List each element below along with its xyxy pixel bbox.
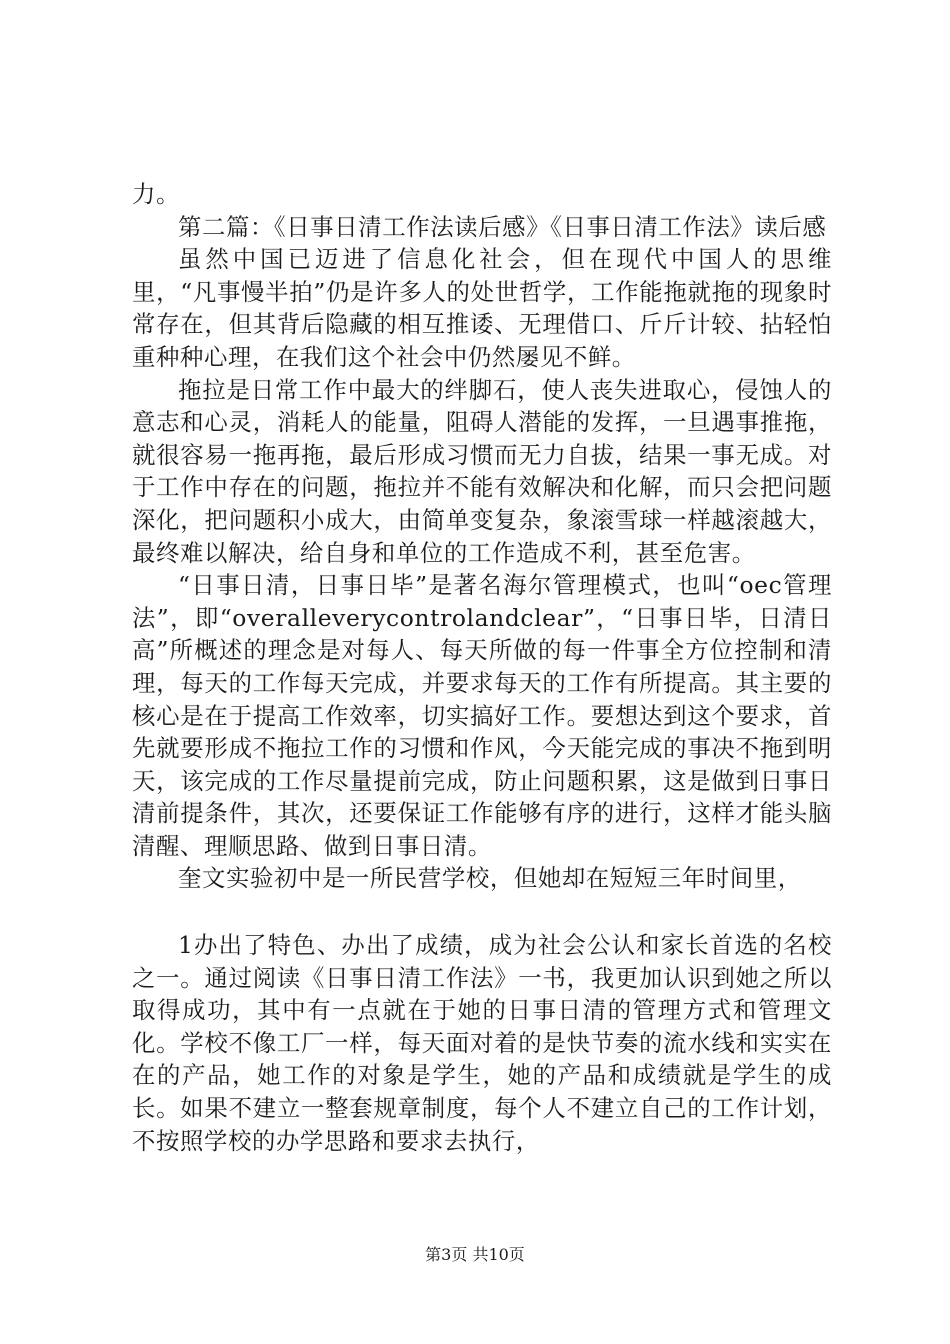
paragraph: 奎文实验初中是一所民营学校，但她却在短短三年时间里， [178,864,802,893]
paragraph: “日事日清，日事日毕”是著名海尔管理模式，也叫“oec管理法”，即“overalleverycontrolandclear”，“日事日毕，日清日高”所概述的理念是对每人、每天所做的每一件事全方位控制和清理，每天的工作每天完成，并要求每天的工作有所提高。其主要的核心是在于提高工作效率，切实搞好工作。要想达到这个要求，首先就要形成不拖拉工作的习惯和作风，今天能完成的事决不拖到明天，该完成的工作尽量提前完成，防止问题积累，这是做到日事日清前提条件，其次，还要保证工作能够有序的进行，这样才能头脑清醒、理顺思路、做到日事日清。 [132,571,832,860]
paragraph: 拖拉是日常工作中最大的绊脚石，使人丧失进取心，侵蚀人的意志和心灵，消耗人的能量，阻碍人潜能的发挥，一旦遇事推拖，就很容易一拖再拖，最后形成习惯而无力自拔，结果一事无成。对于工作中存在的问题，拖拉并不能有效解决和化解，而只会把问题深化，把问题积小成大，由简单变复杂，象滚雪球一样越滚越大，最终难以解决，给自身和单位的工作造成不利，甚至危害。 [132,375,832,567]
paragraph: 虽然中国已迈进了信息化社会，但在现代中国人的思维里，“凡事慢半拍”仍是许多人的处世哲学，工作能拖就拖的现象时常存在，但其背后隐藏的相互推诿、无理借口、斤斤计较、拈轻怕重种种心理，在我们这个社会中仍然屡见不鲜。 [132,245,832,371]
paragraph-continuation: 力。 [132,180,180,208]
document-body [132,178,832,1157]
page-footer: 第3页 共10页 [425,1245,525,1264]
paragraph: 1办出了特色、办出了成绩，成为社会公认和家长首选的名校之一。通过阅读《日事日清工作法》一书，我更加认识到她之所以取得成功，其中有一点就在于她的日事日清的管理方式和管理文化。学校不像工厂一样，每天面对着的是快节奏的流水线和实实在在的产品，她工作的对象是学生，她的产品和成绩就是学生的成长。如果不建立一整套规章制度，每个人不建立自己的工作计划，不按照学校的办学思路和要求去执行， [132,931,832,1155]
section-heading: 第二篇：《日事日清工作法读后感》《日事日清工作法》读后感 [178,212,827,241]
